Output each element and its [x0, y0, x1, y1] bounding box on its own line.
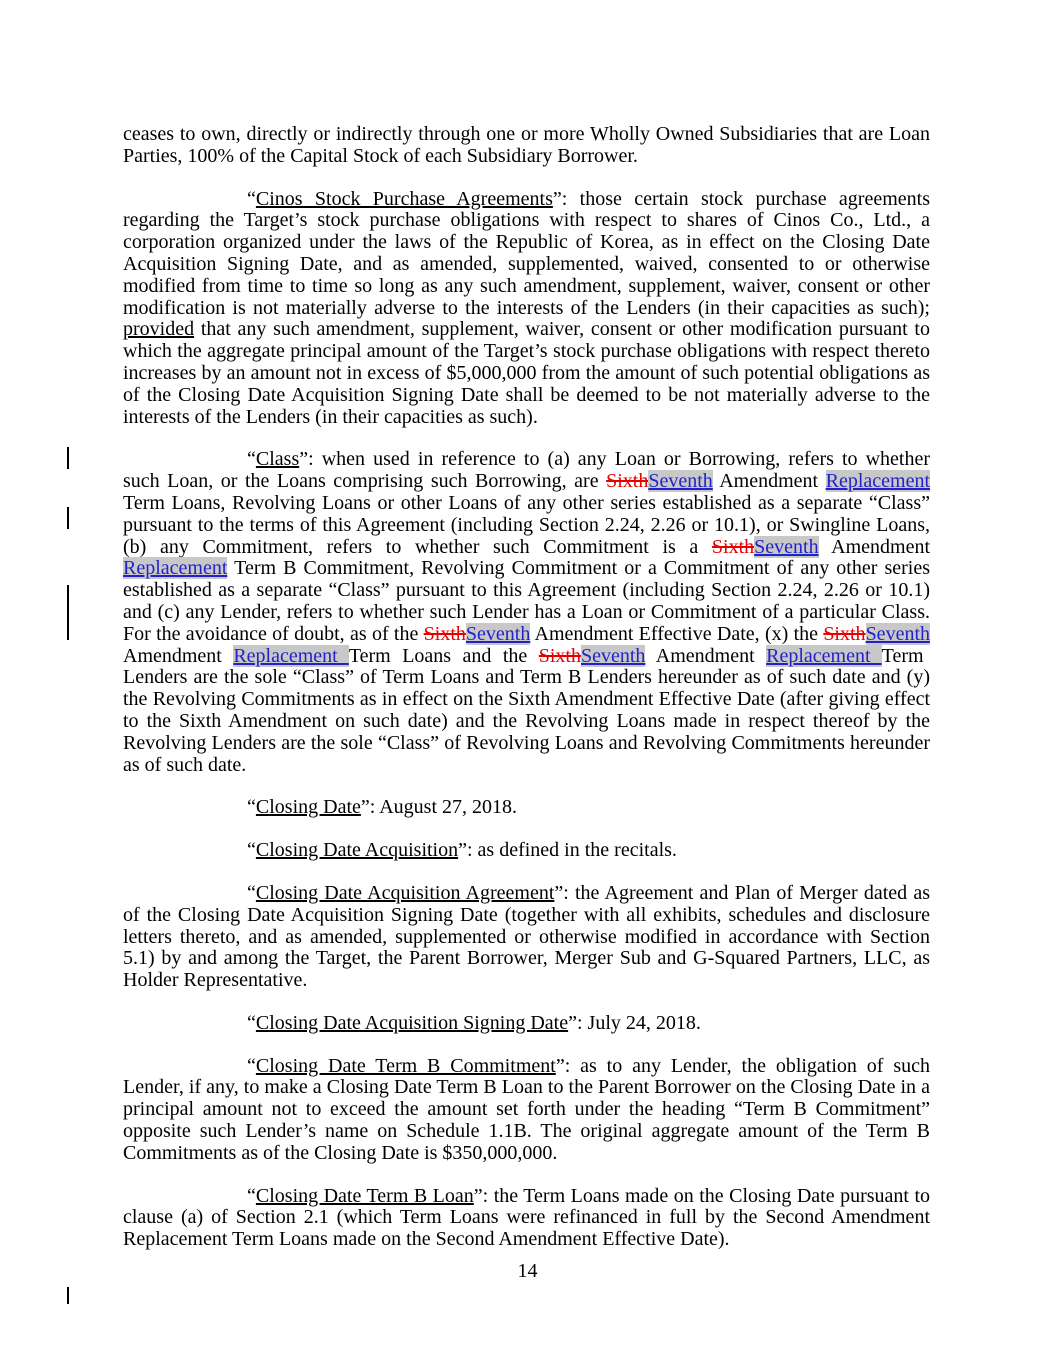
inserted-text: Replacement [123, 557, 228, 580]
definition-class [123, 449, 930, 776]
deleted-text: Sixth [423, 622, 466, 645]
body-text: ”: as to any Lender, the obligation of such Lender, if any, to make a Closing Date Term B Loan to the Parent Borrower on the Closing Date in a principal amount not to exceed the amount set forth under the heading “Term B Commitment” opposite such Lender’s name on Schedule 1.1B. The original aggregate amount of the Term B Commitments as of the Closing Date is $350,000,000. [123, 1054, 930, 1164]
underlined-term: Class [255, 448, 300, 471]
revision-change-bar [67, 585, 69, 640]
underlined-term: Closing Date Acquisition Signing Date [255, 1011, 569, 1034]
body-text: ”: those certain stock purchase agreements regarding the Target’s stock purchase obligations with respect to shares of Cinos Co., Ltd., a corporation organized under the laws of the Republic of Korea, as in effect on the Closing Date Acquisition Signing Date, and as amended, supplemented, waived, consented to or otherwise modified from time to time so long as any such amendment, supplement, waiver, consent or other modification is not materially adverse to the interests of the Lenders (in their capacities as such); [123, 187, 930, 319]
definition-closing-date [123, 797, 930, 819]
body-text: “ [247, 881, 256, 904]
underlined-term: provided [123, 318, 195, 341]
inserted-text: Seventh [754, 535, 819, 558]
revision-change-bar [67, 507, 69, 529]
underlined-term: Closing Date Acquisition Agreement [255, 881, 555, 904]
body-text: that any such amendment, supplement, waiver, consent or other modification pursuant to which the aggregate principal amount of the Target’s stock purchase obligations with respect thereto increases by an amount not in excess of $5,000,000 from the amount of such potential obligations as of the Closing Date Acquisition Signing Date shall be deemed to be not materially adverse to the interests of the Lenders (in their capacities as such). [123, 318, 930, 428]
underlined-term: Closing Date Term B Commitment [255, 1054, 556, 1077]
definition-closing-date-term-b-loan [123, 1186, 930, 1251]
inserted-text: Seventh [465, 622, 531, 645]
definition-closing-date-acquisition-signing-date [123, 1013, 930, 1035]
body-text: ”: the Term Loans made on the Closing Date pursuant to clause (a) of Section 2.1 (which Term Loans were refinanced in full by the Second Amendment Replacement Term Loans made on the Second Amendment Effective Date). [123, 1184, 931, 1251]
deleted-text: Sixth [711, 535, 755, 558]
body-text: Amendment [645, 644, 767, 667]
body-text: ”: when used in reference to (a) any Loan or Borrowing, refers to whether such Loan, or the Loans comprising such Borrowing, are [123, 448, 930, 493]
inserted-text: Replacement [233, 644, 349, 667]
body-text: “ [247, 448, 256, 471]
document-body [123, 124, 930, 1272]
underlined-term: Closing Date Term B Loan [255, 1184, 474, 1207]
body-text: “ [247, 187, 256, 210]
body-text: ceases to own, directly or indirectly through one or more Wholly Owned Subsidiaries that are Loan Parties, 100% of the Capital Stock of each Subsidiary Borrower. [123, 123, 930, 167]
inserted-text: Replacement [825, 470, 931, 493]
body-text: ”: the Agreement and Plan of Merger dated as of the Closing Date Acquisition Signing Date (together with all exhibits, schedules and disclosure letters thereto, and as amended, supplemented or otherwise modified in accordance with Section 5.1) by and among the Target, the Parent Borrower, Merger Sub and G-Squared Partners, LLC, as Holder Representative. [123, 881, 930, 992]
body-text: “ [247, 839, 256, 862]
definition-closing-date-acquisition [123, 840, 930, 862]
definition-closing-date-term-b-commitment [123, 1056, 930, 1165]
inserted-text: Seventh [648, 470, 713, 493]
body-text: Term Lenders are the sole “Class” of Term Loans and Term B Lenders hereunder as of such date and (y) the Revolving Commitments as in effect on the Sixth Amendment Effective Date (after giving effect to the Sixth Amendment on such date) and the Revolving Loans made in respect thereof by the Revolving Lenders are the sole “Class” of Revolving Loans and Revolving Commitments hereunder as of such date. [123, 644, 930, 776]
body-text: “ [247, 1054, 256, 1077]
deleted-text: Sixth [606, 470, 649, 493]
body-text: “ [247, 796, 256, 819]
underlined-term: Closing Date [255, 796, 361, 819]
body-text: ”: August 27, 2018. [360, 796, 518, 819]
definition-closing-date-acquisition-agreement [123, 883, 930, 992]
paragraph-continuation [123, 124, 930, 168]
body-text: ”: July 24, 2018. [568, 1011, 701, 1034]
body-text: Amendment [818, 535, 930, 558]
page-number: 14 [517, 1260, 538, 1282]
deleted-text: Sixth [538, 644, 581, 667]
inserted-text: Seventh [581, 644, 646, 667]
underlined-term: Cinos Stock Purchase Agreements [255, 187, 553, 210]
body-text: “ [247, 1184, 256, 1207]
inserted-text: Seventh [865, 622, 930, 645]
body-text: Amendment Effective Date, (x) the [530, 622, 824, 645]
body-text: Amendment [123, 644, 234, 667]
revision-change-bar [67, 447, 69, 469]
body-text: Term Loans, Revolving Loans or other Loans of any other series established as a separate “Class” pursuant to the terms of this Agreement (including Section 2.24, 2.26 or 10.1), or Swingline Loans, (b) any Commitment, refers to whether such Commitment is a [123, 491, 930, 558]
underlined-term: Closing Date Acquisition [255, 839, 459, 862]
body-text: Amendment [712, 470, 826, 493]
inserted-text: Replacement [766, 644, 882, 667]
body-text: ”: as defined in the recitals. [458, 839, 677, 862]
revision-change-bar [67, 1287, 69, 1304]
deleted-text: Sixth [823, 622, 866, 645]
body-text: Term B Commitment, Revolving Commitment or a Commitment of any other series established as a separate “Class” pursuant to this Agreement (including Section 2.24, 2.26 or 10.1) and (c) any Lender, refers to whether such Lender has a Loan or Commitment of a particular Class. For the avoidance of doubt, as of the [123, 557, 930, 645]
body-text: “ [247, 1011, 256, 1034]
body-text: Term Loans and the [348, 644, 539, 667]
definition-cinos-stock-purchase-agreements [123, 189, 930, 429]
